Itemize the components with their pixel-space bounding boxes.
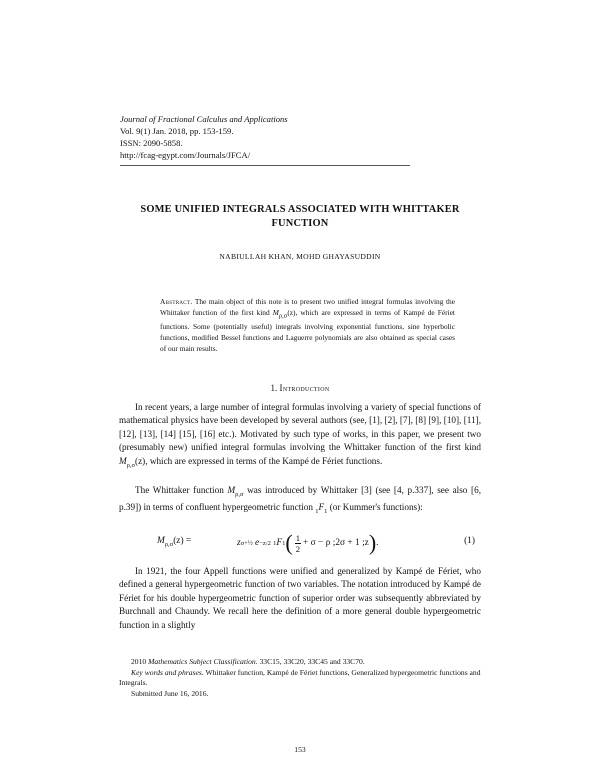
keywords-footnote <box>119 668 481 689</box>
abstract-text-b: , which are expressed in terms of Kampé de Fériet functions. Some (potentially useful) integrals involving exponential functions, sine hyperbolic functions, modified Bessel functions and Laguerre polynomials are also obtained as special cases of our main results. <box>160 307 455 353</box>
para1-symbol: M <box>119 455 127 466</box>
journal-header <box>120 113 410 166</box>
para1-symbol-sub: ρ,σ <box>126 461 136 469</box>
title-line-1: SOME UNIFIED INTEGRALS ASSOCIATED WITH WHITTAKER <box>140 204 460 215</box>
para2-text-c: (or Kummer's functions): <box>327 502 423 513</box>
para2-f-post: 1 <box>324 508 328 516</box>
para2-symbol-sub: ρ,σ <box>235 490 244 498</box>
eq-lhs-sub: ρ,σ <box>164 540 174 548</box>
footnotes <box>119 657 481 699</box>
abstract-label: Abstract. <box>160 297 193 306</box>
keywords-label: Key words and phrases. <box>131 667 204 677</box>
msc-footnote <box>119 657 481 668</box>
eq-right-paren: ) <box>368 530 377 555</box>
abstract <box>160 297 455 354</box>
para2-symbol: M <box>227 485 236 495</box>
section-heading <box>110 383 490 393</box>
abstract-symbol-sub: ρ,σ <box>278 312 288 320</box>
eq-args: + σ − ρ ;2σ + 1 ;z <box>303 538 369 548</box>
equation-1 <box>119 528 481 558</box>
paragraph-1 <box>119 401 481 472</box>
para1-text-b: , which are expressed in terms of the Kampé de Fériet functions. <box>145 455 383 466</box>
para1-text-a: In recent years, a large number of integral formulas involving a variety of special functions of mathematical physics have been developed by several authors (see, [1], [2], [7], [8] [9], [10], [11], [12], [13], [14] [15], [16] etc.). Motivated by such type of works, in this paper, we present two (presumably new) unified integral formulas involving the Whittaker function of the first kind <box>119 402 481 453</box>
para2-f-main: F <box>318 502 325 513</box>
abstract-arg: (z) <box>287 307 296 317</box>
paragraph-2 <box>119 484 481 518</box>
authors: NABIULLAH KHAN, MOHD GHAYASUDDIN <box>219 252 381 261</box>
para2-text-a: The Whittaker function <box>135 485 228 495</box>
paper-title <box>110 203 490 231</box>
eq-lhs-symbol: M <box>157 536 165 546</box>
equation-lhs <box>157 536 191 548</box>
eq-f-post: 1 <box>282 539 286 547</box>
eq-exp-1: σ+½ <box>240 539 253 547</box>
eq-e: e <box>255 538 260 548</box>
journal-name: Journal of Fractional Calculus and Applications <box>120 114 288 124</box>
eq-z: z <box>237 538 241 548</box>
keywords-text: Whittaker function, Kampé de Fériet functions, Generalized hypergeometric functions and Integrals. <box>119 667 481 688</box>
eq-left-paren: ( <box>285 530 293 555</box>
eq-exp-2: −z/2 <box>259 539 271 547</box>
eq-f-pre: 1 <box>273 539 277 547</box>
abstract-symbol: M <box>272 307 279 317</box>
eq-frac-den: 2 <box>295 543 301 554</box>
section-number: 1. <box>270 383 278 393</box>
equation-number: (1) <box>464 536 475 546</box>
equation-rhs <box>237 528 379 558</box>
eq-fraction <box>295 533 301 554</box>
header-rule <box>120 165 410 166</box>
eq-f-main: F <box>276 538 283 548</box>
eq-frac-num: 1 <box>295 532 301 543</box>
para1-arg: (z) <box>135 455 146 466</box>
submitted-footnote: Submitted June 16, 2016. <box>131 688 209 698</box>
title-line-2: FUNCTION <box>271 218 329 229</box>
journal-url[interactable]: http://fcag-egypt.com/Journals/JFCA/ <box>120 150 251 160</box>
section-title: Introduction <box>279 383 330 393</box>
eq-lhs-arg: (z) = <box>173 536 192 546</box>
para2-f-pre: 1 <box>315 508 319 516</box>
journal-issn: ISSN: 2090-5858. <box>120 138 183 148</box>
msc-codes: 33C15, 33C20, 33C45 and 33C70. <box>259 657 365 666</box>
paragraph-3: In 1921, the four Appell functions were unified and generalized by Kampé de Fériet, who defined a general hypergeometric function of two variables. The notation introduced by Kampé de Fériet for his double hypergeometric function of superior order was subsequently abbreviated by Burchnall and Chaundy. We recall here the definition of a more general double hypergeometric function in a slightly <box>119 566 481 630</box>
msc-year: 2010 <box>131 657 147 666</box>
eq-trail: . <box>376 538 379 548</box>
page-number: 153 <box>294 745 306 754</box>
journal-volume: Vol. 9(1) Jan. 2018, pp. 153-159. <box>120 126 234 136</box>
para2-text-b: was introduced by Whittaker [3] (see [4, p.337], see also [6, p.39]) in terms of confluent hypergeometric function <box>119 485 482 513</box>
msc-label: Mathematics Subject Classification. <box>148 657 258 666</box>
abstract-text-a: The main object of this note is to present two unified integral formulas involving the Whittaker function of the first kind <box>160 297 456 317</box>
